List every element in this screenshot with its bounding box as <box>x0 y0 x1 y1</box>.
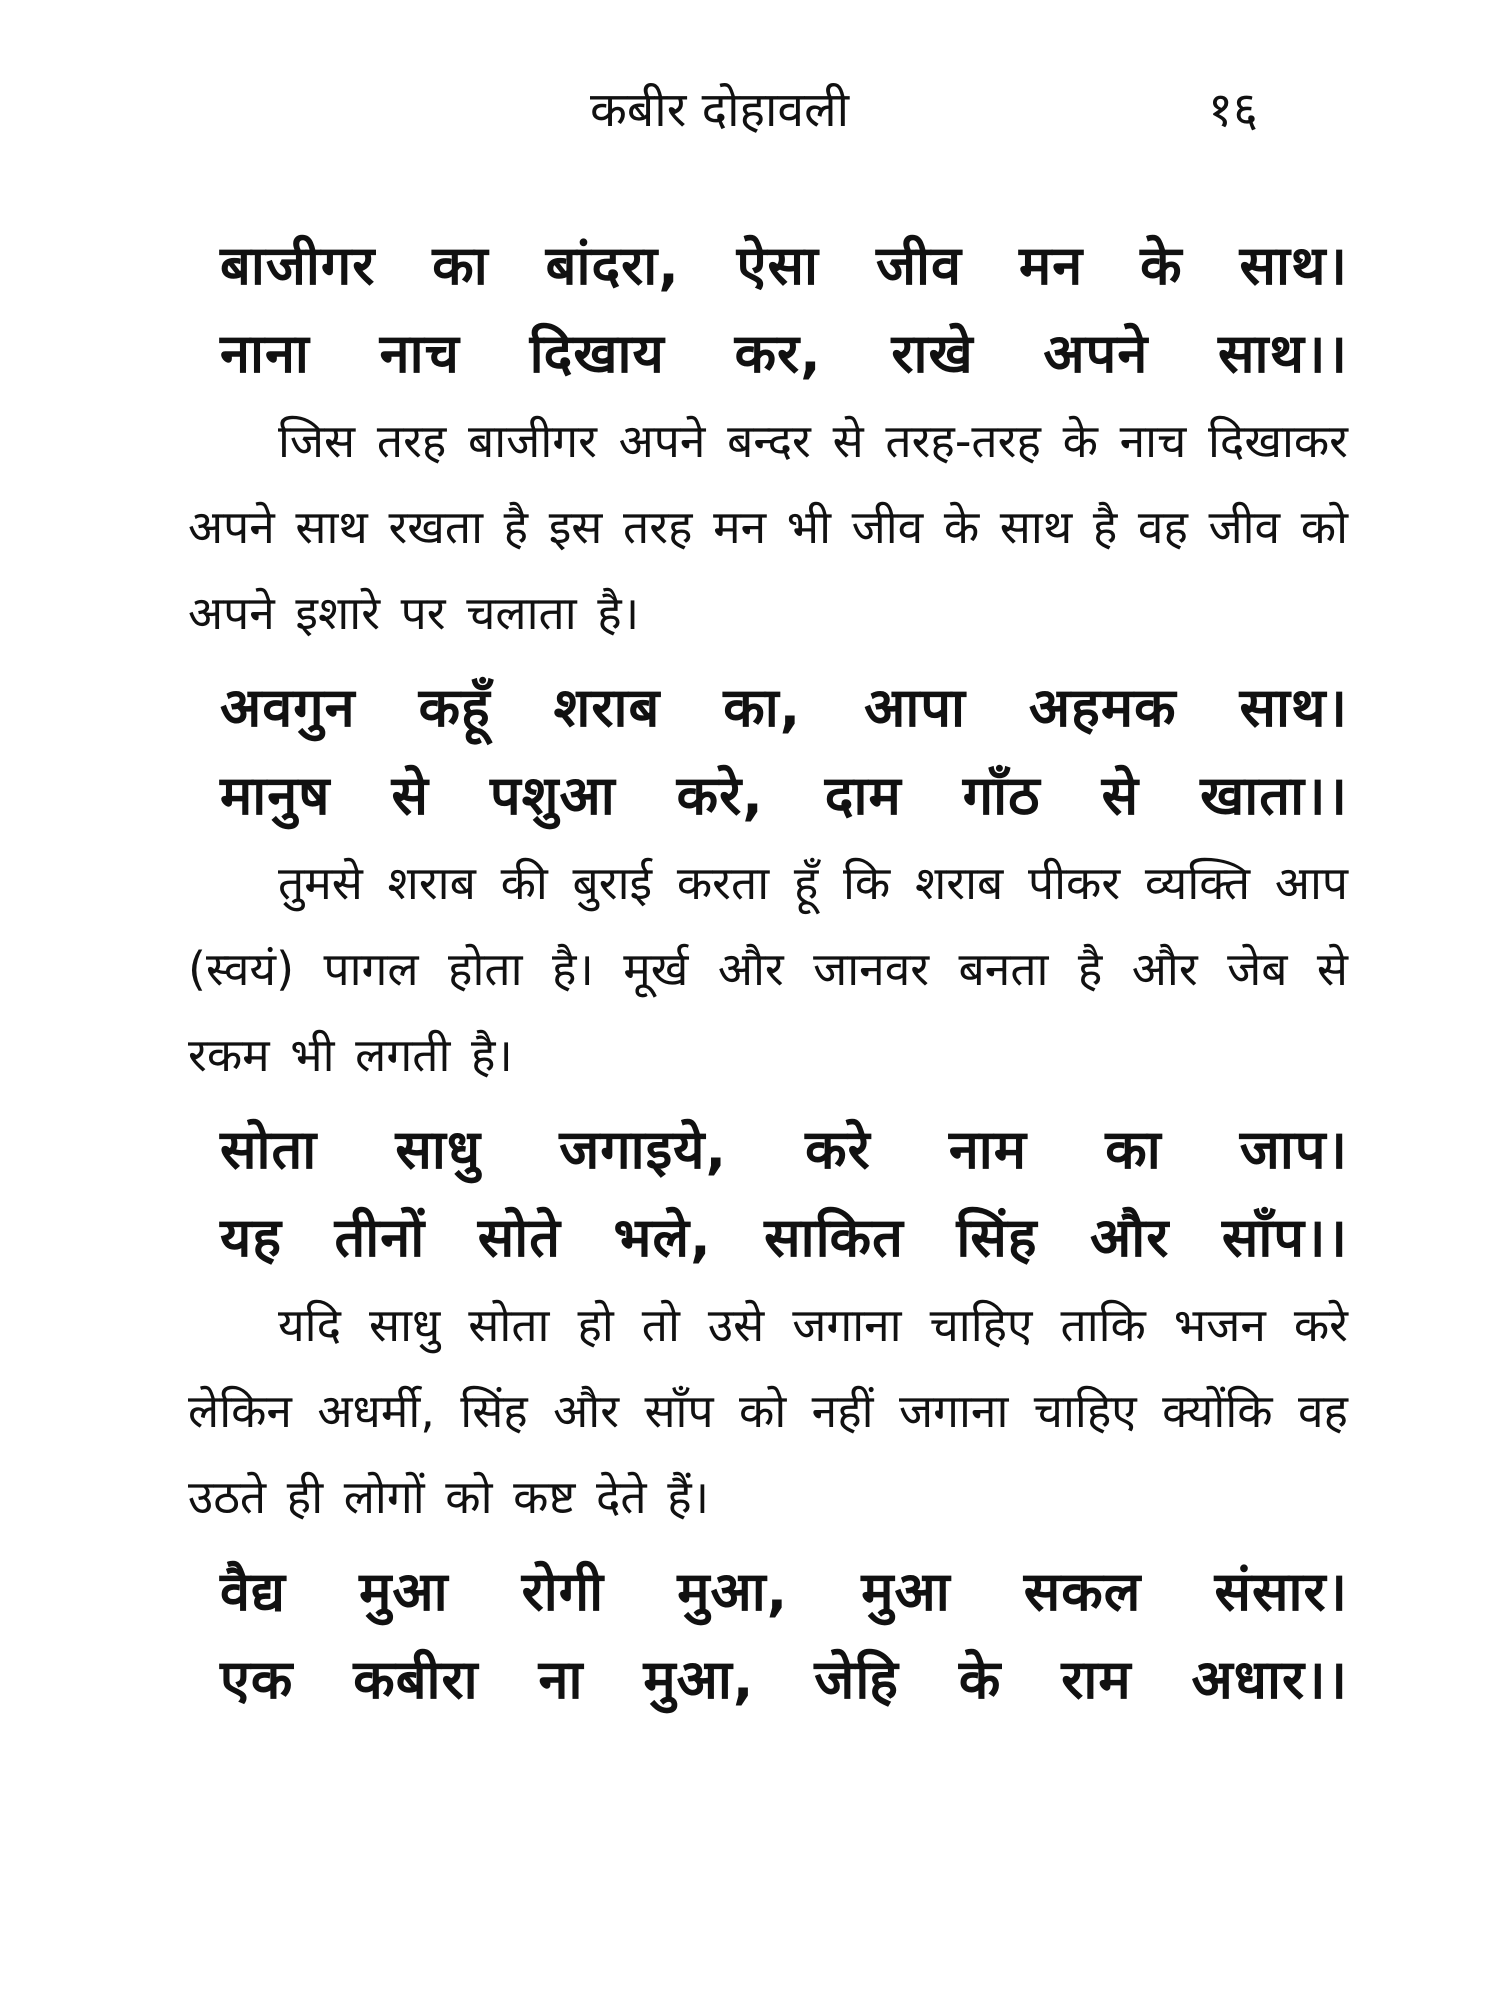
doha-line: वैद्य मुआ रोगी मुआ, मुआ सकल संसार। <box>220 1560 1348 1623</box>
book-title: कबीर दोहावली <box>590 82 850 138</box>
page-content <box>188 222 1348 1724</box>
page-header <box>0 70 1500 150</box>
doha-line: नाना नाच दिखाय कर, राखे अपने साथ।। <box>220 322 1348 385</box>
stanza-2 <box>188 664 1348 1098</box>
doha-line: मानुष से पशुआ करे, दाम गाँठ से खाता।। <box>220 764 1348 827</box>
doha-line: बाजीगर का बांदरा, ऐसा जीव मन के साथ। <box>220 234 1348 297</box>
page-number: १६ <box>1208 82 1258 138</box>
stanza-3 <box>188 1106 1348 1540</box>
stanza-4 <box>188 1548 1348 1724</box>
doha-line: एक कबीरा ना मुआ, जेहि के राम अधार।। <box>220 1648 1348 1711</box>
doha-line: अवगुन कहूँ शराब का, आपा अहमक साथ। <box>220 676 1348 739</box>
doha-line: यह तीनों सोते भले, साकित सिंह और साँप।। <box>220 1206 1348 1269</box>
stanza-1 <box>188 222 1348 656</box>
doha-meaning: तुमसे शराब की बुराई करता हूँ कि शराब पीकर व्यक्ति आप (स्वयं) पागल होता है। मूर्ख और जानवर बनता है और जेब से रकम भी लगती है। <box>188 856 1348 1082</box>
doha-meaning: जिस तरह बाजीगर अपने बन्दर से तरह-तरह के नाच दिखाकर अपने साथ रखता है इस तरह मन भी जीव के साथ है वह जीव को अपने इशारे पर चलाता है। <box>188 414 1348 640</box>
doha-meaning: यदि साधु सोता हो तो उसे जगाना चाहिए ताकि भजन करे लेकिन अधर्मी, सिंह और साँप को नहीं जगाना चाहिए क्योंकि वह उठते ही लोगों को कष्ट देते हैं। <box>188 1298 1348 1524</box>
doha-line: सोता साधु जगाइये, करे नाम का जाप। <box>220 1118 1348 1181</box>
